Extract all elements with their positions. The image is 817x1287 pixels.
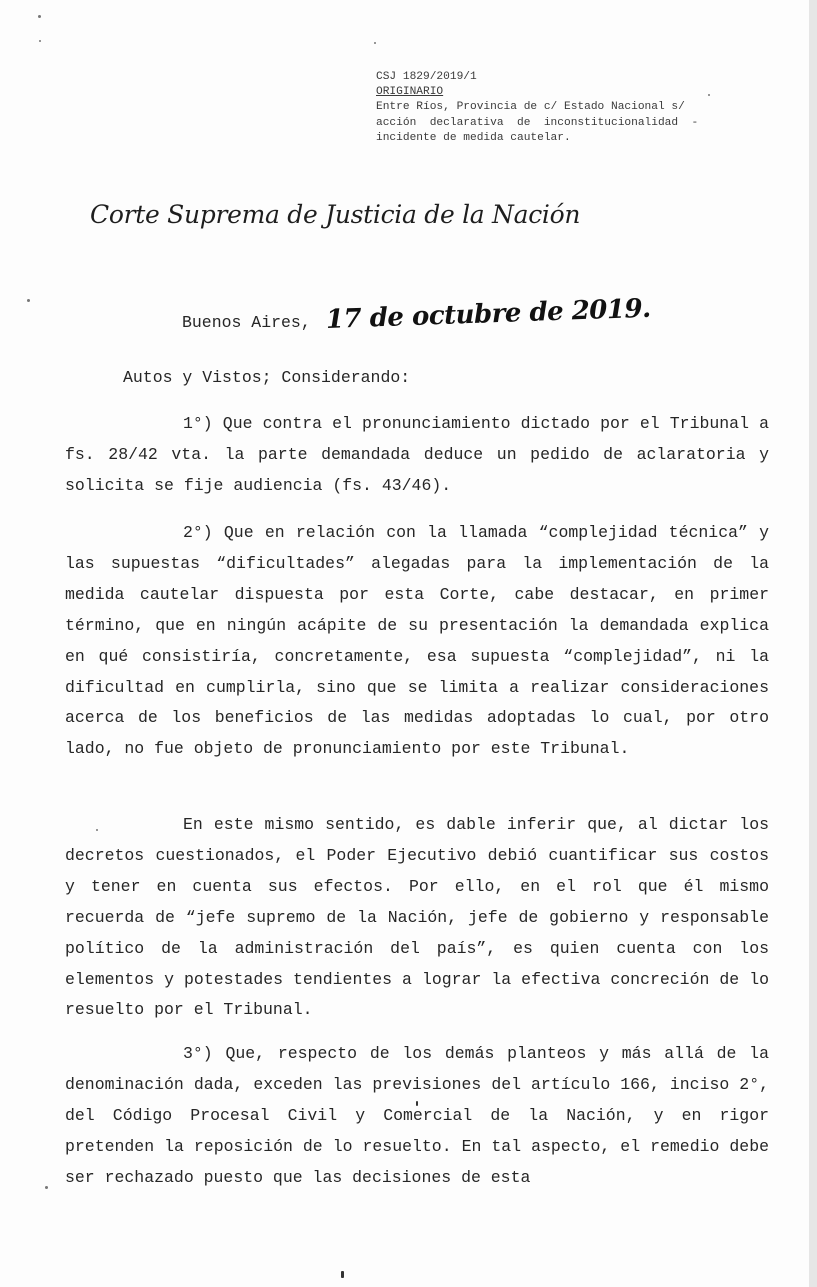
paragraph-2: [65, 518, 769, 765]
handwritten-date: 17 de octubre de 2019.: [325, 293, 652, 335]
case-header: [376, 70, 698, 146]
scan-speck: [374, 42, 376, 44]
scan-speck: [708, 94, 710, 96]
case-type: ORIGINARIO: [376, 86, 444, 99]
paragraph-text: En este mismo sentido, es dable inferir que, al dictar los decretos cuestionados, el Poder Ejecutivo debió cuantificar sus costos y tener en cuenta sus efectos. Por ello, en el rol que él mismo recuerda de “jefe supremo de la Nación, jefe de gobierno y responsable político de la administración del país”, es quien cuenta con los elementos y potestades tendientes a lograr la efectiva concreción de lo resuelto por el Tribunal.: [65, 815, 769, 1020]
scan-speck: [39, 40, 41, 42]
scan-speck: [38, 15, 41, 18]
case-caption-line: Entre Ríos, Provincia de c/ Estado Nacional s/: [376, 101, 685, 114]
scan-speck: [96, 829, 98, 831]
case-caption-line: incidente de medida cautelar.: [376, 131, 571, 144]
scan-speck: [341, 1271, 344, 1278]
page-edge: [809, 0, 817, 1287]
dateline-place: Buenos Aires,: [182, 313, 311, 332]
scan-speck: [45, 1186, 48, 1189]
paragraph-1: [65, 409, 769, 502]
paragraph-text: 1°) Que contra el pronunciamiento dictado por el Tribunal a fs. 28/42 vta. la parte demandada deduce un pedido de aclaratoria y solicita se fije audiencia (fs. 43/46).: [65, 414, 769, 495]
opening-line: Autos y Vistos; Considerando:: [123, 368, 411, 387]
court-name: Corte Suprema de Justicia de la Nación: [90, 200, 581, 229]
case-caption-line: acción declarativa de inconstitucionalidad -: [376, 116, 699, 129]
paragraph-4: [65, 1039, 769, 1194]
paragraph-text: 3°) Que, respecto de los demás planteos y más allá de la denominación dada, exceden las previsiones del artículo 166, inciso 2°, del Código Procesal Civil y Comercial de la Nación, y en rigor pretenden la reposición de lo resuelto. En tal aspecto, el remedio debe ser rechazado puesto que las decisiones de esta: [65, 1044, 769, 1187]
paragraph-text: 2°) Que en relación con la llamada “complejidad técnica” y las supuestas “dificultades” alegadas para la implementación de la medida cautelar dispuesta por esta Corte, cabe destacar, en primer término, que en ningún acápite de su presentación la demandada explica en qué consistiría, concretamente, esa supuesta “complejidad”, ni la dificultad en cumplirla, sino que se limita a realizar consideraciones acerca de los beneficios de las medidas adoptadas lo cual, por otro lado, no fue objeto de pronunciamiento por este Tribunal.: [65, 523, 769, 759]
scan-speck: [416, 1101, 418, 1106]
case-number: CSJ 1829/2019/1: [376, 71, 477, 83]
paragraph-3: [65, 810, 769, 1026]
scan-speck: [27, 299, 30, 302]
